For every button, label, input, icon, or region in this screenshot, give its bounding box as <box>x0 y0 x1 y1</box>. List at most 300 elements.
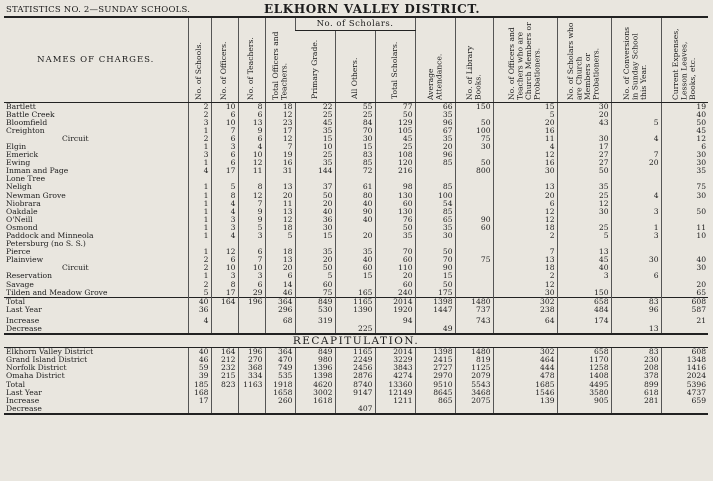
table-cell <box>611 405 661 414</box>
table-cell: 46 <box>188 356 211 364</box>
table-cell: 658 <box>557 297 611 306</box>
table-cell <box>661 272 708 280</box>
table-cell: 1 <box>188 232 211 240</box>
table-cell: 67 <box>415 127 455 135</box>
charge-name: Tilden and Meadow Grove <box>6 288 108 297</box>
table-cell: 3 <box>211 272 238 280</box>
table-cell: 30 <box>557 208 611 216</box>
table-cell: 230 <box>611 356 661 364</box>
table-cell: 20 <box>611 159 661 167</box>
table-row <box>4 143 708 151</box>
charge-name: Circuit <box>62 134 89 143</box>
table-cell: 130 <box>375 208 415 216</box>
table-cell <box>611 240 661 248</box>
table-cell: 60 <box>375 281 415 289</box>
table-cell: 1480 <box>455 348 493 357</box>
table-cell: 749 <box>265 364 295 372</box>
table-cell: 17 <box>265 127 295 135</box>
table-cell: 5 <box>557 232 611 240</box>
table-cell: 659 <box>661 397 708 405</box>
table-cell: 50 <box>557 167 611 175</box>
table-cell: 139 <box>493 397 557 405</box>
table-cell: 364 <box>265 297 295 306</box>
table-cell: 98 <box>375 183 415 191</box>
table-cell: 85 <box>415 208 455 216</box>
table-cell: 6 <box>265 272 295 280</box>
table-cell: 2024 <box>661 372 708 380</box>
table-row <box>4 119 708 127</box>
recap-title: RECAPITULATION. <box>4 334 708 348</box>
table-cell <box>557 405 611 414</box>
table-cell: 60 <box>455 224 493 232</box>
table-cell: 1 <box>188 127 211 135</box>
table-cell: 905 <box>557 397 611 405</box>
table-cell: 4620 <box>295 381 335 389</box>
table-cell: 378 <box>611 372 661 380</box>
table-cell: 215 <box>211 372 238 380</box>
total-scholars-header: Total Scholars. <box>375 30 415 102</box>
table-cell: 90 <box>415 264 455 272</box>
table-cell: 35 <box>375 232 415 240</box>
table-cell: 4274 <box>375 372 415 380</box>
table-cell: 17 <box>211 289 238 298</box>
table-row <box>4 397 708 405</box>
table-cell: 1125 <box>455 364 493 372</box>
table-cell: 1408 <box>557 372 611 380</box>
table-cell: 240 <box>375 289 415 298</box>
table-cell: 15 <box>295 135 335 143</box>
table-cell: 3468 <box>455 389 493 397</box>
table-cell <box>661 405 708 414</box>
table-cell: 100 <box>455 127 493 135</box>
table-cell <box>335 224 375 232</box>
table-cell: 85 <box>335 159 375 167</box>
table-cell: 15 <box>295 232 335 240</box>
table-cell: 64 <box>493 317 557 325</box>
table-cell: 15 <box>493 102 557 111</box>
table-cell: 1211 <box>375 397 415 405</box>
table-cell: 1258 <box>557 364 611 372</box>
table-row <box>4 248 708 256</box>
table-cell: 849 <box>295 297 335 306</box>
statistics-table <box>4 16 708 415</box>
table-row <box>4 325 708 334</box>
charge-name: Petersburg (no S. S.) <box>6 240 86 249</box>
table-cell: 20 <box>661 281 708 289</box>
table-cell: 5 <box>211 183 238 191</box>
table-cell: 164 <box>211 297 238 306</box>
table-cell: 72 <box>335 167 375 175</box>
table-cell: 2 <box>188 135 211 143</box>
table-cell: 1 <box>611 224 661 232</box>
table-cell: 1918 <box>265 381 295 389</box>
table-cell: 2075 <box>455 397 493 405</box>
table-row <box>4 232 708 240</box>
table-cell: 25 <box>295 111 335 119</box>
table-cell <box>557 240 611 248</box>
table-cell: 30 <box>557 102 611 111</box>
table-cell: 59 <box>188 364 211 372</box>
table-row <box>4 240 708 248</box>
table-cell: 35 <box>295 248 335 256</box>
table-cell: 7 <box>211 127 238 135</box>
table-cell: 6 <box>238 281 265 289</box>
table-row <box>4 102 708 111</box>
table-cell: 5396 <box>661 381 708 389</box>
table-cell <box>455 264 493 272</box>
table-cell: 40 <box>188 348 211 357</box>
table-cell: 5543 <box>455 381 493 389</box>
table-cell <box>493 325 557 334</box>
table-row <box>4 200 708 208</box>
table-row <box>4 405 708 414</box>
table-cell: 2727 <box>415 364 455 372</box>
table-cell: 8 <box>238 102 265 111</box>
table-cell: 13 <box>611 325 661 334</box>
charge-name: Circuit <box>62 264 89 273</box>
schools-header: No. of Schools. <box>188 17 211 102</box>
table-cell <box>455 405 493 414</box>
table-cell: 30 <box>455 143 493 151</box>
table-cell: 2970 <box>415 372 455 380</box>
table-cell <box>455 111 493 119</box>
table-cell: 3 <box>188 151 211 159</box>
table-cell: 6 <box>661 143 708 151</box>
table-cell <box>238 397 265 405</box>
total-officers-teachers-header: Total Officers and Teachers. <box>265 17 295 102</box>
table-cell: 1 <box>188 224 211 232</box>
table-cell: 10 <box>211 102 238 111</box>
table-cell: 40 <box>335 200 375 208</box>
table-cell: 13 <box>493 256 557 264</box>
table-cell: 4 <box>188 317 211 325</box>
charge-name: Inman and Page <box>6 167 69 176</box>
statistics-label: STATISTICS NO. 2—SUNDAY SCHOOLS. <box>6 5 191 15</box>
table-row <box>4 192 708 200</box>
attendance-header: Average Attendance. <box>415 17 455 102</box>
table-cell: 232 <box>211 364 238 372</box>
table-cell: 43 <box>557 119 611 127</box>
table-cell: 50 <box>661 208 708 216</box>
table-cell: 85 <box>415 183 455 191</box>
table-cell: 17 <box>557 143 611 151</box>
table-cell: 27 <box>557 159 611 167</box>
table-cell <box>375 175 415 183</box>
library-header: No. of Library Books. <box>455 17 493 102</box>
table-cell: 15 <box>335 272 375 280</box>
table-cell <box>611 102 661 111</box>
table-cell <box>335 240 375 248</box>
charge-name: Reservation <box>6 272 52 281</box>
table-row <box>4 208 708 216</box>
charge-name: Battle Creek <box>6 110 55 119</box>
table-cell: 1170 <box>557 356 611 364</box>
table-cell <box>415 405 455 414</box>
table-cell: 20 <box>493 192 557 200</box>
charge-name: Ewing <box>6 159 31 168</box>
table-row <box>4 364 708 372</box>
table-cell <box>455 232 493 240</box>
table-cell: 29 <box>238 289 265 298</box>
table-cell: 30 <box>661 151 708 159</box>
table-cell <box>295 175 335 183</box>
table-cell: 17 <box>188 397 211 405</box>
table-cell <box>611 281 661 289</box>
table-cell <box>493 405 557 414</box>
officers-header: No. of Officers. <box>211 17 238 102</box>
conversions-header: No. of Conversions in Sunday School this Year. <box>611 17 661 102</box>
charge-name: Niobrara <box>6 199 41 208</box>
table-cell: 83 <box>611 348 661 357</box>
charge-name: Decrease <box>4 405 188 414</box>
table-cell <box>295 240 335 248</box>
table-cell: 470 <box>265 356 295 364</box>
table-cell: 6 <box>211 111 238 119</box>
table-cell: 12 <box>493 208 557 216</box>
table-cell: 96 <box>415 119 455 127</box>
table-cell: 368 <box>238 364 265 372</box>
table-cell <box>661 200 708 208</box>
table-row <box>4 272 708 280</box>
table-cell: 302 <box>493 297 557 306</box>
table-cell: 96 <box>611 306 661 314</box>
table-cell: 39 <box>188 372 211 380</box>
table-cell: 12 <box>238 192 265 200</box>
teachers-header: No. of Teachers. <box>238 17 265 102</box>
table-cell: 30 <box>493 289 557 298</box>
charge-name: Decrease <box>6 325 42 334</box>
table-cell: 6 <box>211 135 238 143</box>
table-cell: 100 <box>415 192 455 200</box>
table-cell: 120 <box>375 159 415 167</box>
table-cell <box>335 281 375 289</box>
table-cell: 260 <box>265 397 295 405</box>
table-cell: 1546 <box>493 389 557 397</box>
charge-name: Plainview <box>6 256 44 265</box>
table-cell <box>455 289 493 298</box>
page-header <box>6 2 706 16</box>
table-cell: 4 <box>493 143 557 151</box>
table-cell: 76 <box>375 216 415 224</box>
table-cell: 743 <box>455 317 493 325</box>
table-cell: 5 <box>188 289 211 298</box>
table-cell <box>661 248 708 256</box>
table-cell <box>611 264 661 272</box>
table-cell <box>611 216 661 224</box>
table-cell: 608 <box>661 348 708 357</box>
table-cell: 2014 <box>375 297 415 306</box>
table-cell: 1 <box>188 183 211 191</box>
table-cell: 9510 <box>415 381 455 389</box>
table-cell <box>557 281 611 289</box>
table-cell: 65 <box>661 289 708 298</box>
table-cell: 1 <box>188 143 211 151</box>
table-cell: 85 <box>415 159 455 167</box>
table-row <box>4 256 708 264</box>
table-cell: 49 <box>415 325 455 334</box>
table-cell: 6 <box>493 200 557 208</box>
table-cell: 1 <box>188 216 211 224</box>
table-cell: 35 <box>295 127 335 135</box>
table-cell: 40 <box>661 256 708 264</box>
table-cell: 12 <box>265 111 295 119</box>
table-cell <box>238 325 265 334</box>
table-cell: 478 <box>493 372 557 380</box>
table-cell: 11 <box>238 167 265 175</box>
table-cell <box>455 240 493 248</box>
table-cell <box>661 240 708 248</box>
table-cell: 13 <box>265 256 295 264</box>
table-cell <box>455 281 493 289</box>
table-cell: 3 <box>557 272 611 280</box>
table-cell <box>211 405 238 414</box>
table-cell: 60 <box>295 281 335 289</box>
table-cell: 1165 <box>335 348 375 357</box>
table-cell: 129 <box>375 119 415 127</box>
table-cell <box>611 289 661 298</box>
table-cell: 6 <box>211 256 238 264</box>
table-cell: 70 <box>335 127 375 135</box>
table-cell <box>455 325 493 334</box>
table-cell: 5 <box>611 119 661 127</box>
table-cell: 3002 <box>295 389 335 397</box>
table-cell: 216 <box>375 167 415 175</box>
table-cell: 150 <box>455 102 493 111</box>
table-cell: 12 <box>493 281 557 289</box>
table-cell: 20 <box>493 119 557 127</box>
table-cell: 10 <box>211 264 238 272</box>
table-cell: 80 <box>335 192 375 200</box>
table-cell: 3 <box>238 272 265 280</box>
table-cell: 20 <box>415 143 455 151</box>
table-cell: 13 <box>265 183 295 191</box>
table-cell: 35 <box>415 111 455 119</box>
table-cell: 6 <box>211 151 238 159</box>
expenses-header: Current Expenses, Lesson Leaves, Books, etc. <box>661 17 708 102</box>
table-cell: 8 <box>211 281 238 289</box>
table-cell: 30 <box>661 264 708 272</box>
table-cell: 164 <box>211 348 238 357</box>
table-cell: 70 <box>415 256 455 264</box>
table-cell: 212 <box>211 356 238 364</box>
table-row <box>4 167 708 175</box>
table-cell <box>375 240 415 248</box>
charge-name: Total <box>6 380 26 389</box>
table-row <box>4 151 708 159</box>
table-cell: 45 <box>661 127 708 135</box>
table-cell: 30 <box>295 224 335 232</box>
table-cell <box>661 175 708 183</box>
table-cell: 13360 <box>375 381 415 389</box>
table-cell: 35 <box>415 224 455 232</box>
charge-name: Osmond <box>6 223 38 232</box>
table-cell: 50 <box>455 159 493 167</box>
table-cell: 296 <box>265 306 295 314</box>
table-cell <box>493 240 557 248</box>
table-cell <box>188 405 211 414</box>
table-cell: 3 <box>211 216 238 224</box>
table-cell: 658 <box>557 348 611 357</box>
table-cell: 20 <box>295 200 335 208</box>
table-row <box>4 297 708 306</box>
table-cell: 2 <box>188 264 211 272</box>
table-cell: 30 <box>557 135 611 143</box>
totals-body <box>4 297 708 334</box>
table-cell: 50 <box>295 264 335 272</box>
table-cell <box>557 216 611 224</box>
table-cell: 83 <box>335 151 375 159</box>
table-cell: 4 <box>211 200 238 208</box>
charge-name: Oakdale <box>6 207 38 216</box>
table-cell: 1 <box>188 248 211 256</box>
table-cell: 175 <box>415 289 455 298</box>
table-cell: 800 <box>455 167 493 175</box>
table-cell: 11 <box>661 224 708 232</box>
table-cell: 50 <box>415 248 455 256</box>
table-cell: 484 <box>557 306 611 314</box>
table-cell: 7 <box>493 248 557 256</box>
table-row <box>4 159 708 167</box>
charge-name: Last Year <box>6 388 42 397</box>
table-cell: 608 <box>661 297 708 306</box>
table-row <box>4 183 708 191</box>
table-cell: 4 <box>211 232 238 240</box>
table-cell: 3580 <box>557 389 611 397</box>
table-cell: 40 <box>661 111 708 119</box>
charge-name: Last Year <box>6 305 42 314</box>
table-cell <box>295 405 335 414</box>
table-cell: 2 <box>188 281 211 289</box>
table-cell: 849 <box>295 348 335 357</box>
table-cell: 3 <box>611 232 661 240</box>
table-row <box>4 216 708 224</box>
table-cell: 13 <box>238 119 265 127</box>
table-cell: 7 <box>238 200 265 208</box>
table-cell: 11 <box>493 135 557 143</box>
table-cell <box>455 192 493 200</box>
table-cell: 1390 <box>335 306 375 314</box>
table-cell: 20 <box>335 232 375 240</box>
table-row <box>4 135 708 143</box>
table-cell: 60 <box>375 200 415 208</box>
table-cell: 50 <box>375 224 415 232</box>
table-cell: 1 <box>188 200 211 208</box>
table-cell: 1396 <box>295 364 335 372</box>
table-cell: 302 <box>493 348 557 357</box>
table-row <box>4 281 708 289</box>
table-cell: 281 <box>611 397 661 405</box>
table-cell: 7 <box>265 143 295 151</box>
table-cell: 130 <box>375 192 415 200</box>
table-cell: 40 <box>295 208 335 216</box>
table-cell: 208 <box>611 364 661 372</box>
table-cell: 18 <box>265 248 295 256</box>
table-cell: 1447 <box>415 306 455 314</box>
table-cell <box>188 175 211 183</box>
table-cell: 4495 <box>557 381 611 389</box>
table-cell: 174 <box>557 317 611 325</box>
members-header: No. of Officers and Teachers who are Church Members or Probationers. <box>493 17 557 102</box>
table-cell <box>455 151 493 159</box>
table-cell <box>557 325 611 334</box>
table-cell: 84 <box>335 119 375 127</box>
district-title: ELKHORN VALLEY DISTRICT. <box>264 2 481 16</box>
table-cell <box>211 325 238 334</box>
table-cell: 12 <box>493 151 557 159</box>
table-cell: 16 <box>493 127 557 135</box>
table-cell: 23 <box>265 119 295 127</box>
table-cell: 12149 <box>375 389 415 397</box>
